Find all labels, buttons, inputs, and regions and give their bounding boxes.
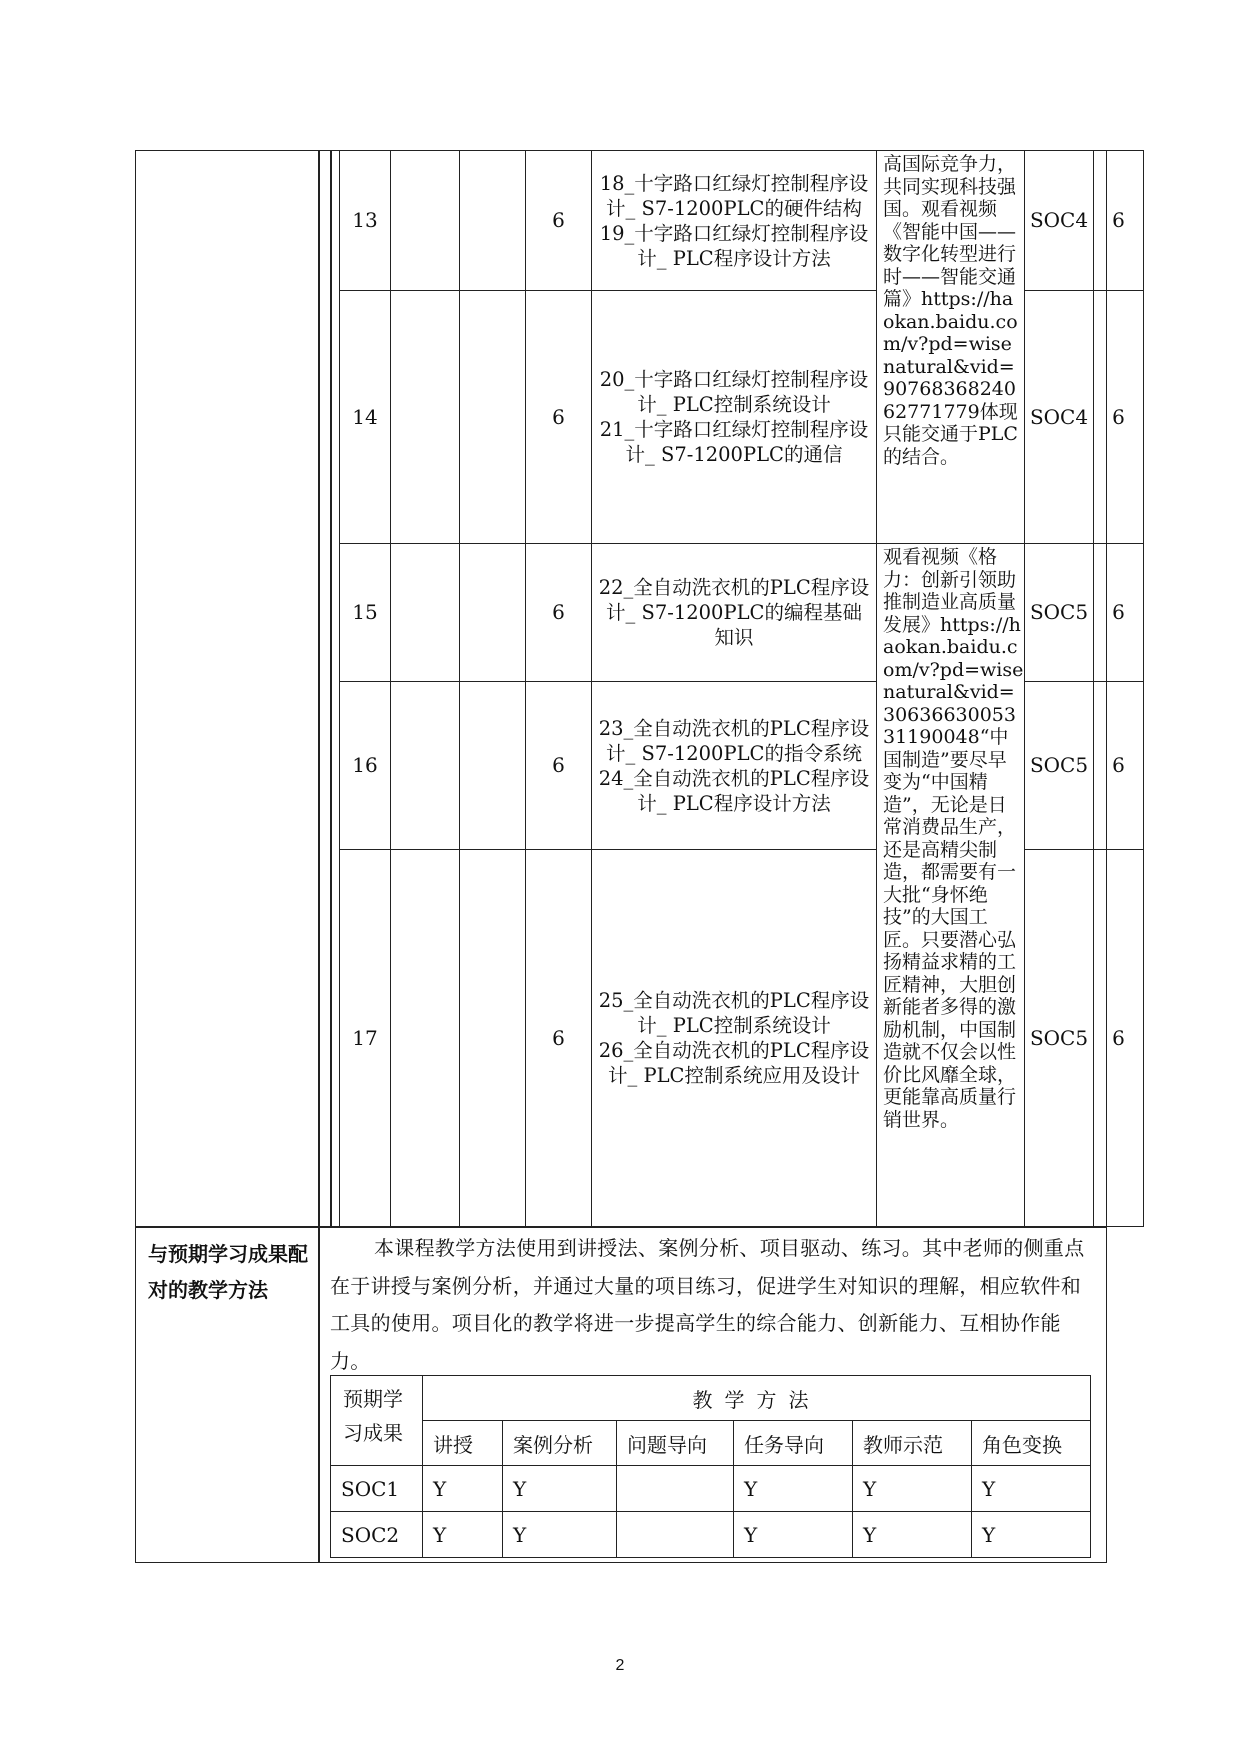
schedule-row	[340, 544, 1144, 682]
hours-cell: 6	[526, 151, 592, 291]
method-cell: Y	[972, 1466, 1091, 1512]
blank-cell	[460, 850, 526, 1227]
hours-cell: 6	[526, 682, 592, 850]
outcome-cell: SOC4	[1025, 151, 1094, 291]
score-cell: 6	[1094, 291, 1144, 544]
ideology-cell: 观看视频《格力：创新引领助推制造业高质量发展》https://haokan.baidu.com/v?pd=wisenatural&vid=3063663005331190048“中国制造”要尽早变为“中国精造”，无论是日常消费品生产，还是高精尖制造，都需要有一大批“身怀绝技”的大国工匠。只要潜心弘扬精益求精的工匠精神，大胆创新能者多得的激励机制，中国制造就不仅会以性价比风靡全球，更能靠高质量行销世界。	[877, 544, 1025, 1227]
blank-cell	[391, 682, 460, 850]
blank-cell	[391, 151, 460, 291]
methods-row	[331, 1512, 1091, 1558]
hours-cell: 6	[526, 291, 592, 544]
method-cell: Y	[972, 1512, 1091, 1558]
outcome-cell: SOC5	[1025, 682, 1094, 850]
label-column-divider	[318, 150, 320, 1563]
teaching-methods-label: 与预期学习成果配对的教学方法	[148, 1242, 308, 1302]
blank-cell	[391, 291, 460, 544]
topic-cell: 25_全自动洗衣机的PLC程序设计_ PLC控制系统设计 26_全自动洗衣机的PLC程序设计_ PLC控制系统应用及设计	[592, 850, 877, 1227]
teaching-methods-paragraph: 本课程教学方法使用到讲授法、案例分析、项目驱动、练习。其中老师的侧重点在于讲授与案例分析，并通过大量的项目练习，促进学生对知识的理解，相应软件和工具的使用。项目化的教学将进一步提高学生的综合能力、创新能力、互相协作能力。	[330, 1236, 1085, 1373]
method-column-header: 讲授	[423, 1421, 503, 1466]
methods-table	[330, 1375, 1091, 1558]
schedule-row	[340, 151, 1144, 291]
method-cell: Y	[734, 1512, 853, 1558]
topic-cell: 20_十字路口红绿灯控制程序设计_ PLC控制系统设计 21_十字路口红绿灯控制程序设计_ S7-1200PLC的通信	[592, 291, 877, 544]
outcome-label: SOC1	[331, 1466, 423, 1512]
score-cell: 6	[1094, 850, 1144, 1227]
week-cell: 13	[340, 151, 391, 291]
outcome-column-header: 预期学习成果	[331, 1376, 423, 1466]
method-cell	[617, 1512, 734, 1558]
ideology-cell: 高国际竞争力，共同实现科技强国。观看视频《智能中国——数字化转型进行时——智能交通篇》https://haokan.baidu.com/v?pd=wisenatural&vid=9076836824062771779体现只能交通于PLC的结合。	[877, 151, 1025, 544]
blank-cell	[391, 850, 460, 1227]
score-cell: 6	[1094, 151, 1144, 291]
topic-cell: 18_十字路口红绿灯控制程序设计_ S7-1200PLC的硬件结构 19_十字路口红绿灯控制程序设计_ PLC程序设计方法	[592, 151, 877, 291]
method-cell: Y	[503, 1512, 617, 1558]
methods-row	[331, 1466, 1091, 1512]
topic-cell: 23_全自动洗衣机的PLC程序设计_ S7-1200PLC的指令系统 24_全自动洗衣机的PLC程序设计_ PLC程序设计方法	[592, 682, 877, 850]
method-column-header: 问题导向	[617, 1421, 734, 1466]
topic-cell: 22_全自动洗衣机的PLC程序设计_ S7-1200PLC的编程基础知识	[592, 544, 877, 682]
method-cell: Y	[853, 1512, 972, 1558]
schedule-table	[339, 150, 1144, 1227]
method-cell: Y	[423, 1512, 503, 1558]
outcome-label: SOC2	[331, 1512, 423, 1558]
hours-cell: 6	[526, 544, 592, 682]
inner-column-divider	[330, 150, 332, 1226]
outcome-cell: SOC5	[1025, 544, 1094, 682]
blank-cell	[460, 682, 526, 850]
methods-group-header: 教学方法	[423, 1376, 1091, 1421]
page-number: 2	[615, 1657, 625, 1674]
method-column-header: 角色变换	[972, 1421, 1091, 1466]
blank-cell	[460, 291, 526, 544]
week-cell: 16	[340, 682, 391, 850]
blank-cell	[460, 544, 526, 682]
score-cell: 6	[1094, 682, 1144, 850]
method-cell	[617, 1466, 734, 1512]
week-cell: 17	[340, 850, 391, 1227]
method-cell: Y	[423, 1466, 503, 1512]
hours-cell: 6	[526, 850, 592, 1227]
method-column-header: 教师示范	[853, 1421, 972, 1466]
week-cell: 14	[340, 291, 391, 544]
method-column-header: 任务导向	[734, 1421, 853, 1466]
score-cell: 6	[1094, 544, 1144, 682]
method-cell: Y	[734, 1466, 853, 1512]
outcome-cell: SOC5	[1025, 850, 1094, 1227]
blank-cell	[460, 151, 526, 291]
method-cell: Y	[503, 1466, 617, 1512]
outcome-cell: SOC4	[1025, 291, 1094, 544]
method-column-header: 案例分析	[503, 1421, 617, 1466]
blank-cell	[391, 544, 460, 682]
week-cell: 15	[340, 544, 391, 682]
method-cell: Y	[853, 1466, 972, 1512]
